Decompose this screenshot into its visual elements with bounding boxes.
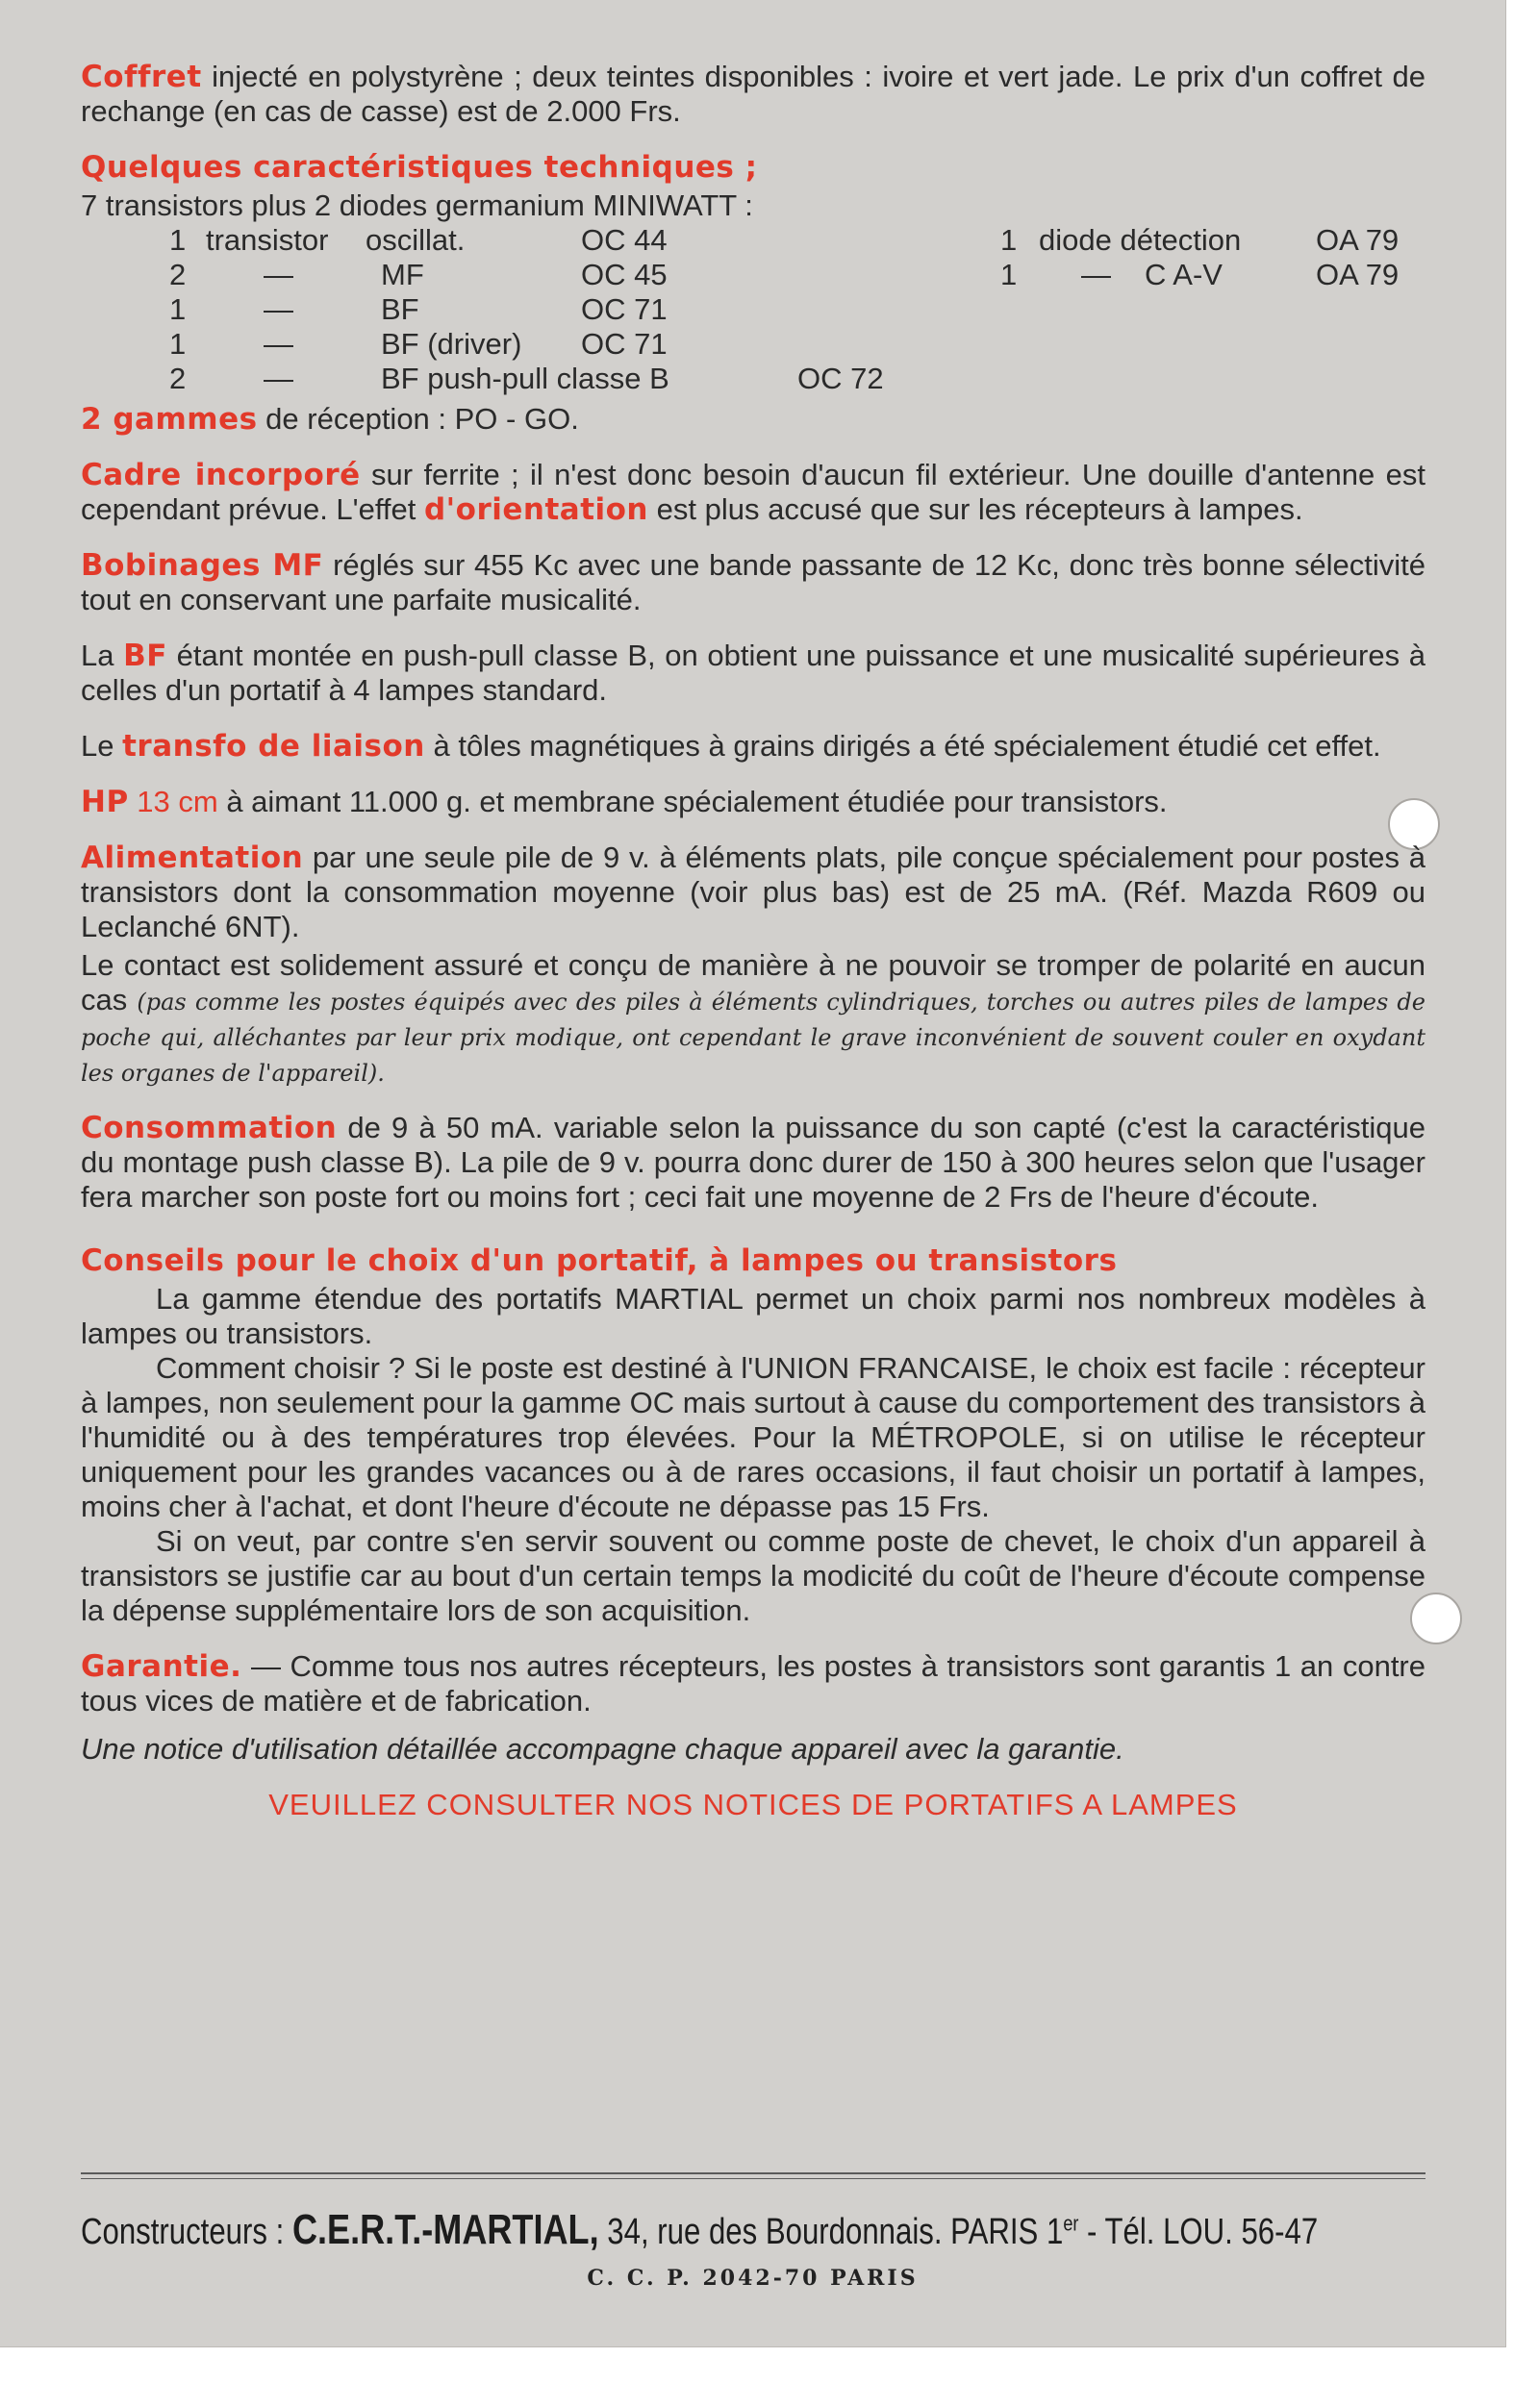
section-alimentation (81, 840, 1425, 944)
cadre-label: Cadre incorporé (81, 458, 361, 492)
row4-dash: — (264, 327, 293, 361)
coffret-label: Coffret (81, 60, 202, 94)
conseils-p1: La gamme étendue des portatifs MARTIAL permet un choix parmi nos nombreux modèles à lampes ou transistors. (81, 1282, 1425, 1350)
caracteristiques-intro: 7 transistors plus 2 diodes germanium MINIWATT : (81, 188, 753, 222)
footer-tel: - Tél. LOU. 56-47 (1078, 2212, 1319, 2252)
diode2-role: C A-V (1145, 258, 1223, 291)
diode1-ref: OA 79 (1316, 223, 1400, 257)
bobinages-text: réglés sur 455 Kc avec une bande passante de 12 Kc, donc très bonne sélectivité tout en conservant une parfaite musicalité. (81, 548, 1425, 616)
row2-role: MF (381, 258, 424, 291)
row2-ref: OC 45 (581, 258, 668, 291)
consommation-text: de 9 à 50 mA. variable selon la puissance du son capté (c'est la caractéristique du montage push classe B). La pile de 9 v. pourra donc durer de 150 à 300 heures selon que l'usager fera marcher son poste fort ou moins fort ; ceci fait une moyenne de 2 Frs de l'heure d'écoute. (81, 1111, 1425, 1214)
gammes-text: de réception : PO - GO. (257, 402, 579, 436)
bf-label: BF (123, 639, 167, 673)
conseils-p3: Si on veut, par contre s'en servir souvent ou comme poste de chevet, le choix d'un appareil à transistors se justifie car au bout d'un certain temps la modicité du coût de l'heure d'écoute compense la dépense supplémentaire lors de son acquisition. (81, 1524, 1425, 1627)
cadre-text1: sur ferrite ; il n'est donc besoin d'aucun fil extérieur. Une douille d'antenne est cependant prévue. L'effet (81, 458, 1425, 526)
section-bobinages (81, 548, 1425, 617)
garantie-notice: Une notice d'utilisation détaillée accompagne chaque appareil avec la garantie. (81, 1732, 1124, 1766)
row1-qty: 1 (169, 223, 187, 257)
section-cadre (81, 458, 1425, 527)
section-coffret (81, 60, 1425, 129)
row3-dash: — (264, 292, 293, 326)
row1-role: oscillat. (366, 223, 466, 257)
alimentation-contact (81, 948, 1425, 1090)
bf-text: étant montée en push-pull classe B, on obtient une puissance et une musicalité supérieures à celles d'un portatif à 4 lampes standard. (81, 639, 1425, 707)
alimentation-text: par une seule pile de 9 v. à éléments plats, pile conçue spécialement pour postes à transistors dont la consommation moyenne (voir plus bas) est de 25 mA. (Réf. Mazda R609 ou Leclanché 6NT). (81, 840, 1425, 943)
footer-rule-bottom (81, 2178, 1425, 2179)
hp-text: à aimant 11.000 g. et membrane spécialement étudiée pour transistors. (217, 785, 1168, 818)
conseils-heading: Conseils pour le choix d'un portatif, à lampes ou transistors (81, 1243, 1118, 1278)
row5-dash: — (264, 362, 293, 395)
section-gammes (81, 402, 1425, 437)
diode1-role: diode détection (1039, 223, 1242, 257)
transistor-table (81, 223, 1425, 395)
contact-text: Le contact est solidement assuré et conçu de manière à ne pouvoir se tromper de polarité en aucun cas (81, 948, 1425, 1016)
row2-qty: 2 (169, 258, 187, 291)
section-transfo (81, 729, 1425, 764)
row4-qty: 1 (169, 327, 187, 361)
row4-ref: OC 71 (581, 327, 668, 361)
footer-company: C.E.R.T.-MARTIAL, (291, 2206, 599, 2253)
row1-type: transistor (206, 223, 329, 257)
row5-ref: OC 72 (797, 362, 884, 395)
row4-role: BF (driver) (381, 327, 522, 361)
gammes-label: 2 gammes (81, 402, 258, 437)
footer-rule-top (81, 2172, 1425, 2174)
hp-label: HP (81, 785, 129, 819)
hp-size: 13 cm (128, 785, 218, 818)
footer-sup: er (1063, 2211, 1079, 2236)
row5-role: BF push-pull classe B (381, 362, 669, 395)
diode2-ref: OA 79 (1316, 258, 1400, 291)
garantie-text: — Comme tous nos autres récepteurs, les postes à transistors sont garantis 1 an contre tous vices de matière et de fabrication. (81, 1649, 1425, 1718)
section-garantie (81, 1649, 1425, 1718)
bobinages-label: Bobinages MF (81, 548, 324, 583)
section-hp (81, 785, 1425, 819)
row2-dash: — (264, 258, 293, 291)
diode1-qty: 1 (1000, 223, 1018, 257)
diode2-qty: 1 (1000, 258, 1018, 291)
coffret-text: injecté en polystyrène ; deux teintes disponibles : ivoire et vert jade. Le prix d'un coffret de rechange (en cas de casse) est de 2.000 Frs. (81, 60, 1425, 128)
section-consommation (81, 1111, 1425, 1215)
row3-qty: 1 (169, 292, 187, 326)
bf-pre: La (81, 639, 124, 672)
diode2-dash: — (1081, 258, 1111, 291)
transfo-pre: Le (81, 729, 123, 763)
brochure-content (81, 60, 1425, 1822)
consommation-label: Consommation (81, 1111, 338, 1145)
transfo-label: transfo de liaison (122, 729, 425, 764)
footer-address-text: 34, rue des Bourdonnais. PARIS 1 (598, 2212, 1064, 2252)
caracteristiques-heading: Quelques caractéristiques techniques ; (81, 150, 758, 185)
conseils-p2: Comment choisir ? Si le poste est destiné à l'UNION FRANCAISE, le choix est facile : récepteur à lampes, non seulement pour la gamme OC mais surtout à cause du comportement des transistors à l'humidité ou à des températures trop élevées. Pour la MÉTROPOLE, si on utilise le récepteur uniquement pour les grandes vacances ou à de rares occasions, il faut choisir un portatif à lampes, moins cher à l'achat, et dont l'heure d'écoute ne dépasse pas 15 Frs. (81, 1351, 1425, 1523)
garantie-label: Garantie. (81, 1649, 242, 1684)
alimentation-label: Alimentation (81, 840, 304, 875)
row1-ref: OC 44 (581, 223, 668, 257)
footer-ccp: C. C. P. 2042-70 PARIS (587, 2266, 919, 2291)
row3-role: BF (381, 292, 419, 326)
row5-qty: 2 (169, 362, 187, 395)
cadre-text2: est plus accusé que sur les récepteurs à lampes. (648, 492, 1303, 526)
orientation-label: d'orientation (423, 492, 649, 527)
footer-pre: Constructeurs : (81, 2212, 292, 2252)
transfo-text: à tôles magnétiques à grains dirigés a été spécialement étudié cet effet. (424, 729, 1381, 763)
section-bf (81, 639, 1425, 708)
contact-note: (pas comme les postes équipés avec des piles à éléments cylindriques, torches ou autres piles de lampes de poche qui, alléchantes par leur prix modique, ont cependant le grave inconvénient de souvent couler en oxydant les organes de l'appareil). (81, 989, 1425, 1087)
row3-ref: OC 71 (581, 292, 668, 326)
consulter-notice: VEUILLEZ CONSULTER NOS NOTICES DE PORTATIFS A LAMPES (268, 1788, 1238, 1821)
footer-address (81, 2206, 1319, 2254)
